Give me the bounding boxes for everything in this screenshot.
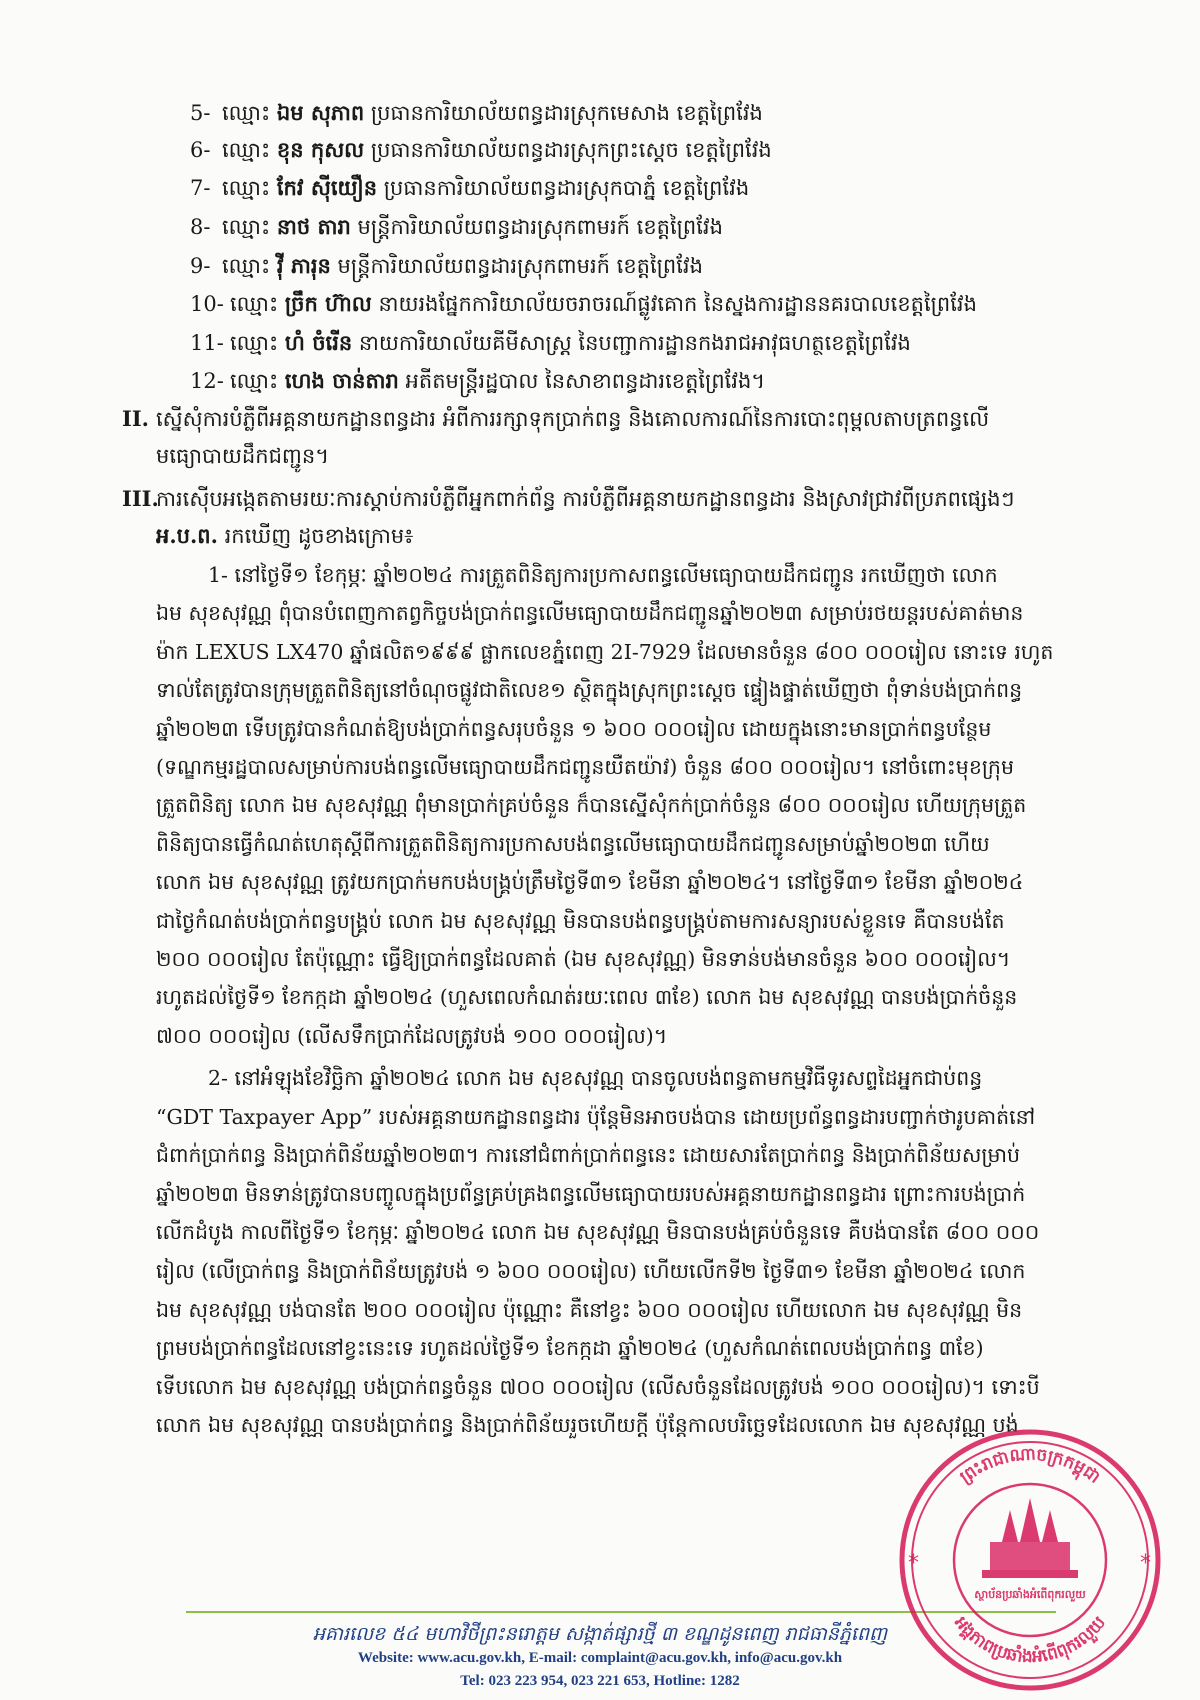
section-iii-numeral: III. [122, 486, 159, 511]
section-ii-numeral: II. [122, 406, 149, 431]
list-item-label: ឈ្មោះ [230, 292, 279, 316]
list-item-label: ឈ្មោះ [230, 331, 279, 355]
official-seal-stamp [890, 1420, 1170, 1700]
list-item-position: អតីតមន្ត្រីរដ្ឋបាល នៃសាខាពន្ធដារខេត្តព្រៃវែង។ [405, 369, 766, 393]
section-iii-abbrev: អ.ប.ព. [156, 523, 218, 548]
svg-text:ព្រះរាជាណាចក្រកម្ពុជា: ព្រះរាជាណាចក្រកម្ពុជា [956, 1444, 1104, 1488]
paragraph-line: ជាថ្ងៃកំណត់បង់ប្រាក់ពន្ធបង្គ្រប់ លោក ឯម សុខសុវណ្ណ មិនបានបង់ពន្ធបង្គ្រប់តាមការសន្យារបស់ខ្លួនទេ គឺបានបង់តែ [156, 908, 1005, 933]
paragraph-line: លើកដំបូង កាលពីថ្ងៃទី១ ខែកុម្ភៈ ឆ្នាំ២០២៤ លោក ឯម សុខសុវណ្ណ មិនបានបង់គ្រប់ចំនួនទេ គឺបង់បានតែ ៨០០ ០០០ [156, 1220, 1040, 1245]
svg-text:អង្គភាពប្រឆាំងអំពើពុករលួយ: អង្គភាពប្រឆាំងអំពើពុករលួយ [950, 1612, 1110, 1668]
paragraph-line: លោក ឯម សុខសុវណ្ណ ត្រូវយកប្រាក់មកបង់បង្គ្រប់ត្រឹមថ្ងៃទី៣១ ខែមីនា ឆ្នាំ២០២៤។ នៅថ្ងៃទី៣១ ខែមីនា ឆ្នាំ២០២៤ [156, 870, 1024, 895]
paragraph-line: 1- នៅថ្ងៃទី១ ខែកុម្ភៈ ឆ្នាំ២០២៤ ការត្រួតពិនិត្យការប្រកាសពន្ធលើមធ្យោបាយដឹកជញ្ជូន រកឃើញថា លោក [208, 563, 998, 587]
list-item-label: ឈ្មោះ [222, 176, 271, 200]
paragraph-line: ទាល់តែត្រូវបានក្រុមត្រួតពិនិត្យនៅចំណុចផ្លូវជាតិលេខ១ ស្ថិតក្នុងស្រុកព្រះស្ដេច ផ្ទៀងផ្ទាត់ឃើញថា ពុំទាន់បង់ប្រាក់ពន្ធ [156, 678, 1023, 703]
paragraph-line: រៀល (លើប្រាក់ពន្ធ និងប្រាក់ពិន័យត្រូវបង់ ១ ៦០០ ០០០រៀល) ហើយលើកទី២ ថ្ងៃទី៣១ ខែមីនា ឆ្នាំ២០២៤ លោក [156, 1259, 1026, 1283]
list-item-position: ប្រធានការិយាល័យពន្ធដារស្រុកព្រះស្ដេច ខេត្តព្រៃវែង [370, 138, 772, 162]
svg-text:*: * [908, 1551, 919, 1576]
list-item-person-name: ខុន កុសល [276, 137, 365, 162]
list-item [190, 328, 911, 358]
section-ii-line-2: មធ្យោបាយដឹកជញ្ជូន។ [156, 444, 330, 468]
list-item-person-name: កែវ ស៊ីយឿន [276, 175, 378, 200]
list-item-number: 9- [190, 254, 211, 278]
list-item-position: នាយរងផ្នែកការិយាល័យចរាចរណ៍ផ្លូវគោក នៃស្នងការដ្ឋាននគរបាលខេត្តព្រៃវែង [378, 292, 977, 316]
section-ii-line-1 [122, 404, 989, 434]
list-item-number: 5- [190, 101, 211, 125]
paragraph-line: ម៉ាក LEXUS LX470 ឆ្នាំផលិត១៩៩៩ ផ្លាកលេខភ្នំពេញ 2I-7929 ដែលមានចំនួន ៨០០ ០០០រៀល នោះទេ រហូត [156, 639, 1054, 664]
footer-telephone: Tel: 023 223 954, 023 221 653, Hotline: 1282 [460, 1673, 740, 1689]
list-item-label: ឈ្មោះ [222, 101, 271, 125]
list-item-position: មន្ត្រីការិយាល័យពន្ធដារស្រុកពាមរក៍ ខេត្តព្រៃវែង [337, 254, 703, 278]
section-ii-text-1: ស្នើសុំការបំភ្លឺពីអគ្គនាយកដ្ឋានពន្ធដារ អំពីការរក្សាទុកប្រាក់ពន្ធ និងគោលការណ៍នៃការបោះពុម្ពលតាបត្រពន្ធលើ [156, 407, 990, 431]
list-item-number: 8- [190, 215, 211, 239]
paragraph-line: ២០០ ០០០រៀល តែប៉ុណ្ណោះ ធ្វើឱ្យប្រាក់ពន្ធដែលគាត់ (ឯម សុខសុវណ្ណ) មិនទាន់បង់មានចំនួន ៦០០ ០០០រៀល។ [156, 947, 1011, 971]
list-item [190, 289, 977, 319]
list-item-number: 7- [190, 176, 211, 200]
paragraph-line: ព្រមបង់ប្រាក់ពន្ធដែលនៅខ្វះនេះទេ រហូតដល់ថ្ងៃទី១ ខែកក្កដា ឆ្នាំ២០២៤ (ហួសកំណត់ពេលបង់ប្រាក់ពន្ធ ៣ខែ) [156, 1336, 984, 1361]
section-iii-text-2: រកឃើញ ដូចខាងក្រោម៖ [224, 524, 414, 548]
list-item-number: 10- [190, 292, 224, 316]
paragraph-line: ឆ្នាំ២០២៣ ទើបត្រូវបានកំណត់ឱ្យបង់ប្រាក់ពន្ធសរុបចំនួន ១ ៦០០ ០០០រៀល ដោយក្នុងនោះមានប្រាក់ពន្ធបន្ថែម [156, 716, 992, 741]
paragraph-line: លោក ឯម សុខសុវណ្ណ បានបង់ប្រាក់ពន្ធ និងប្រាក់ពិន័យរួចហើយក្ដី ប៉ុន្តែកាលបរិច្ឆេទដែលលោក ឯម សុខសុវណ្ណ បង់ [156, 1413, 1019, 1438]
list-item-label: ឈ្មោះ [222, 254, 271, 278]
list-item [190, 251, 703, 281]
list-item-position: មន្ត្រីការិយាល័យពន្ធដារស្រុកពាមរក៍ ខេត្តព្រៃវែង [357, 215, 723, 239]
paragraph-line: ៧០០ ០០០រៀល (លើសទឹកប្រាក់ដែលត្រូវបង់ ១០០ ០០០រៀល)។ [156, 1023, 668, 1048]
list-item-person-name: ឯម សុភាព [276, 100, 365, 125]
list-item [190, 173, 749, 203]
list-item-person-name: វ៉ី ភារុន [276, 253, 331, 278]
list-item-label: ឈ្មោះ [222, 138, 271, 162]
paragraph-line: ជំពាក់ប្រាក់ពន្ធ និងប្រាក់ពិន័យឆ្នាំ២០២៣។ ការនៅជំពាក់ប្រាក់ពន្ធនេះ ដោយសារតែប្រាក់ពន្ធ និងប្រាក់ពិន័យសម្រាប់ [156, 1143, 1020, 1168]
paragraph-line: 2- នៅអំឡុងខែវិច្ឆិកា ឆ្នាំ២០២៤ លោក ឯម សុខសុវណ្ណ បានចូលបង់ពន្ធតាមកម្មវិធីទូរសព្ទដៃអ្នកជាប់ពន្ធ [208, 1066, 983, 1090]
list-item [190, 212, 723, 242]
list-item-person-name: នាថ តារា [276, 214, 351, 239]
paragraph-line: ទើបលោក ឯម សុខសុវណ្ណ បង់ប្រាក់ពន្ធចំនួន ៧០០ ០០០រៀល (លើសចំនួនដែលត្រូវបង់ ១០០ ០០០រៀល)។ ទោះបី [156, 1374, 1040, 1399]
list-item-person-name: ហំ ចំរើន [284, 330, 353, 355]
section-iii-line-1 [122, 484, 1014, 514]
list-item-number: 12- [190, 369, 224, 393]
footer-website-email: Website: www.acu.gov.kh, E-mail: complaint@acu.gov.kh, info@acu.gov.kh [357, 1650, 843, 1666]
paragraph-line: ពិនិត្យបានធ្វើកំណត់ហេតុស្ដីពីការត្រួតពិនិត្យការប្រកាសបង់ពន្ធលើមធ្យោបាយដឹកជញ្ជូនសម្រាប់ឆ្នាំ២០២៣ ហើយ [156, 831, 990, 856]
paragraph-line: រហូតដល់ថ្ងៃទី១ ខែកក្កដា ឆ្នាំ២០២៤ (ហួសពេលកំណត់រយៈពេល ៣ខែ) លោក ឯម សុខសុវណ្ណ បានបង់ប្រាក់ចំនួន [156, 985, 1018, 1010]
list-item [190, 98, 763, 128]
svg-text:*: * [1140, 1551, 1151, 1576]
paragraph-line: ត្រួតពិនិត្យ លោក ឯម សុខសុវណ្ណ ពុំមានប្រាក់គ្រប់ចំនួន ក៏បានស្នើសុំកក់ប្រាក់ចំនួន ៨០០ ០០០រៀល ហើយក្រុមត្រួត [156, 793, 1027, 818]
svg-text:ស្ថាប័នប្រឆាំងអំពើពុករលួយ: ស្ថាប័នប្រឆាំងអំពើពុករលួយ [974, 1588, 1086, 1601]
paragraph-line: “GDT Taxpayer App” របស់អគ្គនាយកដ្ឋានពន្ធដារ ប៉ុន្តែមិនអាចបង់បាន ដោយប្រព័ន្ធពន្ធដារបញ្ជាក់ថារូបគាត់នៅ [156, 1104, 1036, 1129]
list-item-number: 11- [190, 331, 224, 355]
section-iii-text-1: ការស៊ើបអង្កេតតាមរយៈការស្ដាប់ការបំភ្លឺពីអ្នកពាក់ព័ន្ធ ការបំភ្លឺពីអគ្គនាយកដ្ឋានពន្ធដារ និងស្រាវជ្រាវពីប្រភពផ្សេងៗ [156, 487, 1015, 511]
list-item-position: នាយការិយាល័យគីមីសាស្ត្រ នៃបញ្ជាការដ្ឋានកងរាជអាវុធហត្ថខេត្តព្រៃវែង [358, 331, 911, 355]
list-item-position: ប្រធានការិយាល័យពន្ធដារស្រុកបាភ្នំ ខេត្តព្រៃវែង [383, 176, 750, 200]
paragraph-line: ឯម សុខសុវណ្ណ ពុំបានបំពេញកាតព្វកិច្ចបង់ប្រាក់ពន្ធលើមធ្យោបាយដឹកជញ្ជូនឆ្នាំ២០២៣ សម្រាប់រថយន្តរបស់គាត់មាន [156, 601, 1024, 626]
list-item-number: 6- [190, 138, 211, 162]
list-item [190, 135, 772, 165]
section-iii-line-2 [156, 521, 413, 551]
list-item-label: ឈ្មោះ [222, 215, 271, 239]
list-item [190, 366, 765, 396]
list-item-person-name: ច្រឹក ហ៊ាល [284, 291, 372, 316]
paragraph-line: ឆ្នាំ២០២៣ មិនទាន់ត្រូវបានបញ្ចូលក្នុងប្រព័ន្ធគ្រប់គ្រងពន្ធលើមធ្យោបាយរបស់អគ្គនាយកដ្ឋានពន្ធដារ ព្រោះការបង់ប្រាក់ [156, 1181, 1026, 1206]
footer-address: អគារលេខ ៥៤ មហាវិថីព្រះនរោត្តម សង្កាត់ផ្សារថ្មី ៣ ខណ្ឌដូនពេញ រាជធានីភ្នំពេញ [312, 1623, 888, 1645]
list-item-label: ឈ្មោះ [230, 369, 279, 393]
paragraph-line: (ទណ្ឌកម្មរដ្ឋបាលសម្រាប់ការបង់ពន្ធលើមធ្យោបាយដឹកជញ្ជូនយឺតយ៉ាវ) ចំនួន ៨០០ ០០០រៀល។ នៅចំពោះមុខក្រុម [156, 755, 1014, 779]
list-item-person-name: ហេង ចាន់តារា [284, 368, 399, 393]
list-item-position: ប្រធានការិយាល័យពន្ធដារស្រុកមេសាង ខេត្តព្រៃវែង [370, 101, 763, 125]
paragraph-line: ឯម សុខសុវណ្ណ បង់បានតែ ២០០ ០០០រៀល ប៉ុណ្ណោះ គឺនៅខ្វះ ៦០០ ០០០រៀល ហើយលោក ឯម សុខសុវណ្ណ មិន [156, 1297, 1023, 1322]
